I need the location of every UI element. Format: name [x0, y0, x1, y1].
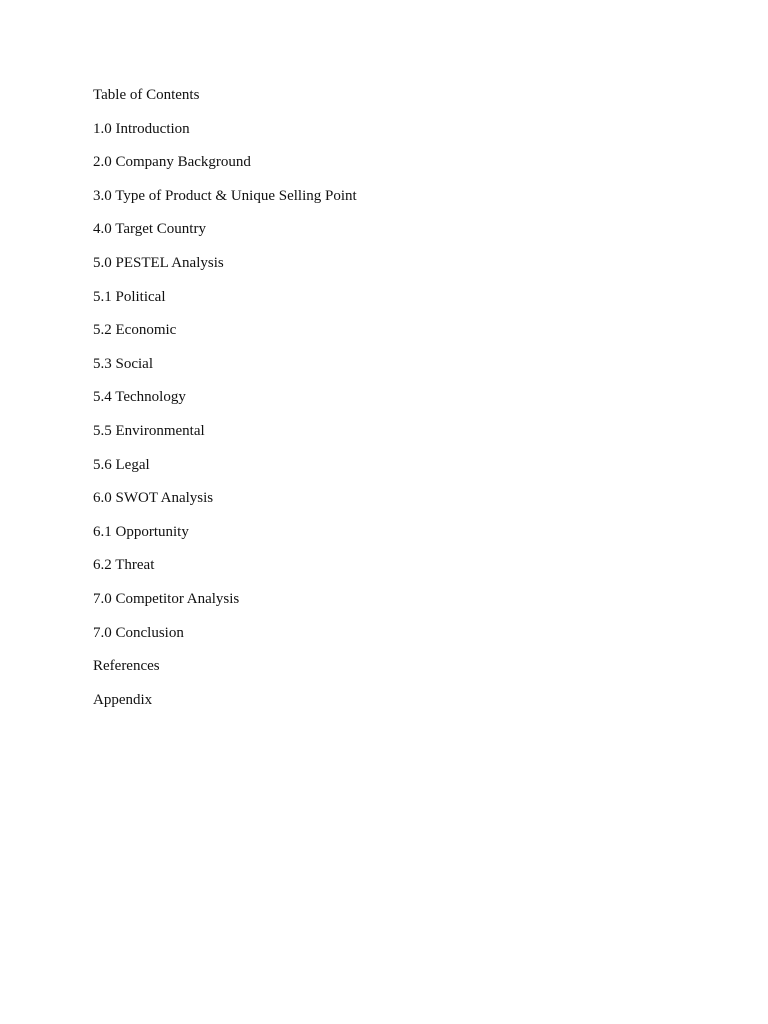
toc-entry-conclusion: 7.0 Conclusion: [93, 624, 184, 641]
toc-entry-economic: 5.2 Economic: [93, 322, 177, 339]
toc-entry-introduction: 1.0 Introduction: [93, 120, 190, 137]
toc-entry-threat: 6.2 Threat: [93, 557, 155, 574]
toc-entry-pestel-analysis: 5.0 PESTEL Analysis: [93, 254, 224, 271]
toc-entry-opportunity: 6.1 Opportunity: [93, 523, 189, 540]
toc-entry-swot-analysis: 6.0 SWOT Analysis: [93, 490, 214, 507]
toc-entry-technology: 5.4 Technology: [93, 389, 186, 406]
toc-entry-references: References: [93, 658, 160, 675]
toc-entry-company-background: 2.0 Company Background: [93, 154, 251, 171]
table-of-contents: [93, 86, 357, 724]
toc-entry-legal: 5.6 Legal: [93, 456, 150, 473]
toc-entry-competitor-analysis: 7.0 Competitor Analysis: [93, 590, 240, 607]
toc-entry-appendix: Appendix: [93, 691, 153, 708]
toc-entry-environmental: 5.5 Environmental: [93, 422, 205, 439]
toc-entry-political: 5.1 Political: [93, 288, 166, 305]
toc-entry-target-country: 4.0 Target Country: [93, 221, 206, 238]
toc-entry-product-usp: 3.0 Type of Product & Unique Selling Point: [93, 187, 357, 204]
toc-title: Table of Contents: [93, 87, 200, 103]
toc-entry-social: 5.3 Social: [93, 355, 153, 372]
